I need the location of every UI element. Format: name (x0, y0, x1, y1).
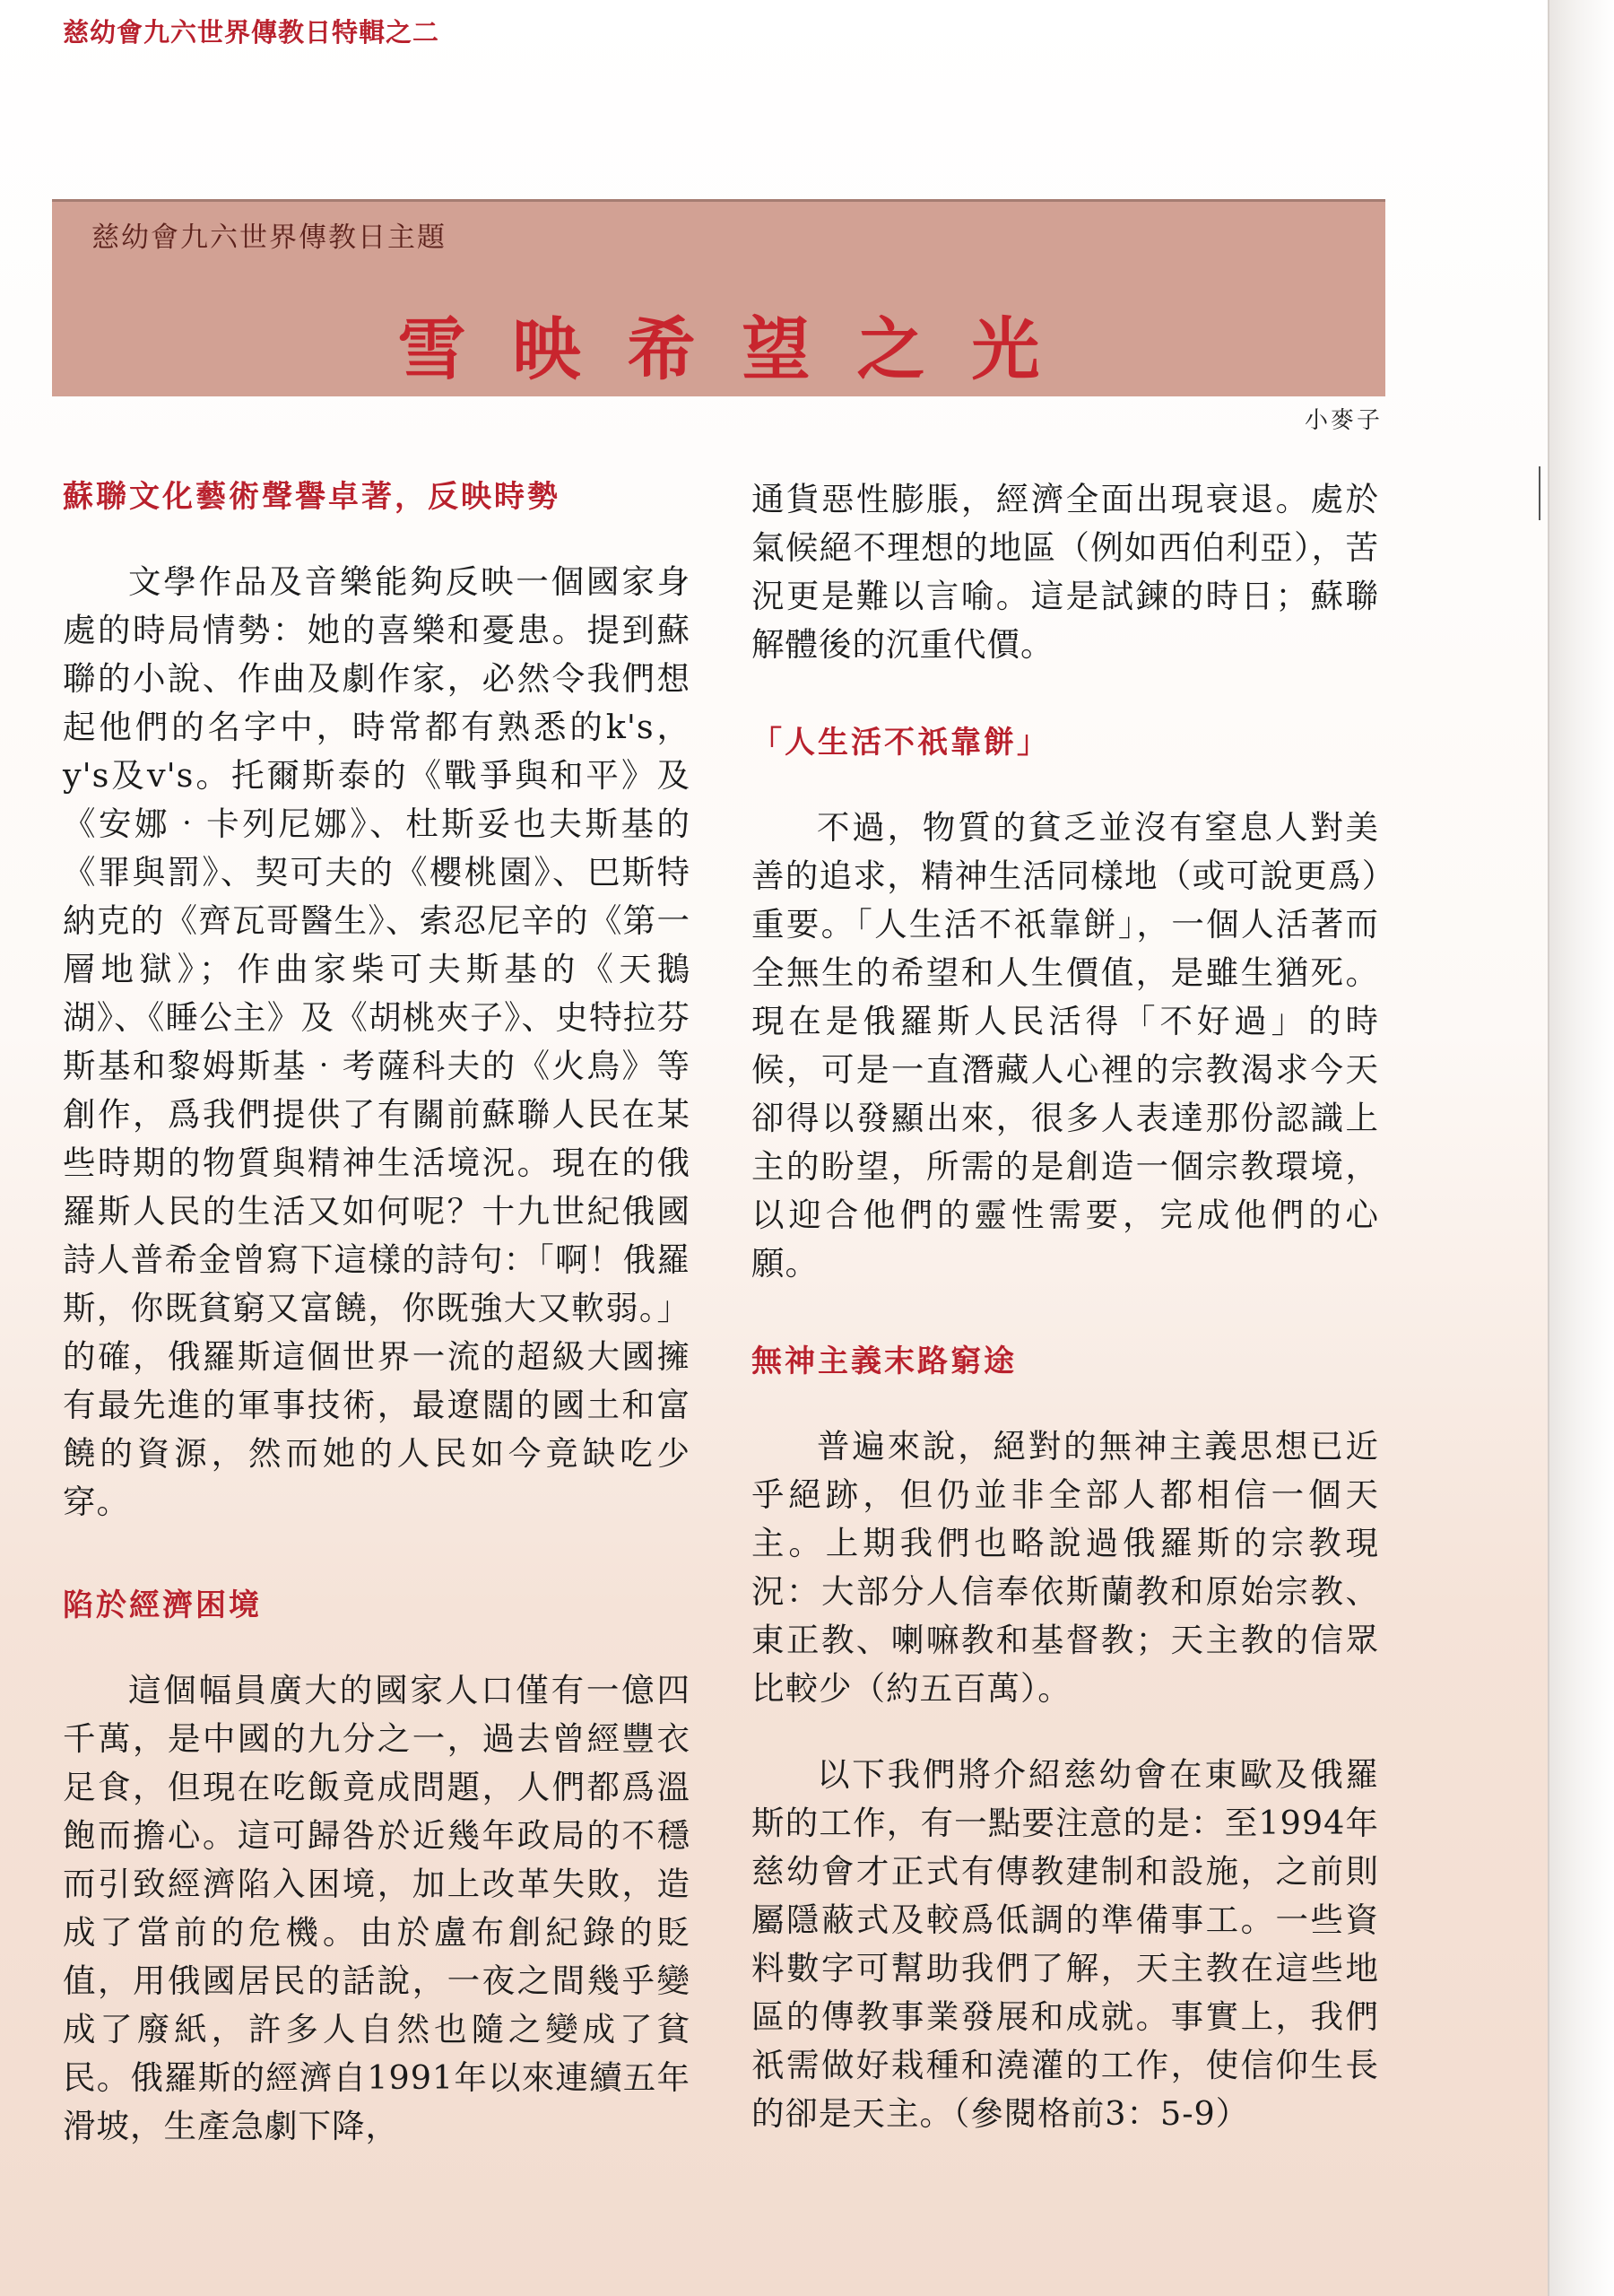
paragraph-not-bread-alone: 不過，物質的貧乏並沒有窒息人對美善的追求，精神生活同樣地（或可說更爲）重要。「人生活不祇靠餅」，一個人活著而全無生的希望和人生價值，是雖生猶死。現在是俄羅斯人民活得「不好過」的時候，可是一直潛藏人心裡的宗教渴求今天卻得以發顯出來，很多人表達那份認識上主的盼望，所需的是創造一個宗教環境，以迎合他們的靈性需要，完成他們的心願。 (751, 808, 1379, 1283)
paragraph-salesian-work: 以下我們將介紹慈幼會在東歐及俄羅斯的工作，有一點要注意的是：至1994年慈幼會才正式有傳教建制和設施，之前則屬隱蔽式及較爲低調的準備事工。一些資料數字可幫助我們了解，天主教在這些地區的傳教事業發展和成就。事實上，我們祇需做好栽種和澆灌的工作，使信仰生長的卻是天主。（參閱格前3：5-9） (751, 1755, 1379, 2133)
paragraph-continuation: 通貨惡性膨脹，經濟全面出現衰退。處於氣候絕不理想的地區（例如西伯利亞），苦況更是難以言喻。這是試鍊的時日；蘇聯解體後的沉重代價。 (751, 480, 1379, 664)
section-heading-soviet-culture: 蘇聯文化藝術聲譽卓著，反映時勢 (63, 479, 560, 515)
left-column (63, 475, 690, 2188)
section-heading-atheism-decline: 無神主義末路窮途 (751, 1344, 1017, 1379)
running-head: 慈幼會九六世界傳教日特輯之二 (63, 17, 440, 48)
section-heading-not-bread-alone: 「人生活不祇靠餅」 (751, 725, 1050, 761)
paragraph-soviet-culture: 文學作品及音樂能夠反映一個國家身處的時局情勢：她的喜樂和憂患。提到蘇聯的小說、作曲及劇作家，必然令我們想起他們的名字中，時常都有熟悉的k's，y's及v's。托爾斯泰的《戰爭與和平》及《安娜‧卡列尼娜》、杜斯妥也夫斯基的《罪與罰》、契可夫的《櫻桃園》、巴斯特納克的《齊瓦哥醫生》、索忍尼辛的《第一層地獄》；作曲家柴可夫斯基的《天鵝湖》、《睡公主》及《胡桃夾子》、史特拉芬斯基和黎姆斯基‧考薩科夫的《火鳥》等創作，爲我們提供了有關前蘇聯人民在某些時期的物質與精神生活境況。現在的俄羅斯人民的生活又如何呢？十九世紀俄國詩人普希金曾寫下這樣的詩句：「啊！俄羅斯，你既貧窮又富饒，你既強大又軟弱。」的確，俄羅斯這個世界一流的超級大國擁有最先進的軍事技術，最遼闊的國土和富饒的資源，然而她的人民如今竟缺吃少穿。 (63, 562, 690, 1521)
section-heading-economic-hardship: 陷於經濟困境 (63, 1587, 262, 1623)
title-banner (52, 199, 1385, 396)
paragraph-economic-hardship: 這個幅員廣大的國家人口僅有一億四千萬，是中國的九分之一，過去曾經豐衣足食，但現在吃飯竟成問題，人們都爲溫飽而擔心。這可歸咎於近幾年政局的不穩而引致經濟陷入困境，加上改革失敗，造成了當前的危機。由於盧布創紀錄的貶值，用俄國居民的話說，一夜之間幾乎變成了廢紙，許多人自然也隨之變成了貧民。俄羅斯的經濟自1991年以來連續五年滑坡，生產急劇下降， (63, 1671, 690, 2145)
banner-kicker: 慈幼會九六世界傳教日主題 (91, 222, 447, 254)
article-title: 雪映希望之光 (397, 309, 1087, 389)
margin-rule (1539, 466, 1540, 520)
paragraph-religion-status: 普遍來說，絕對的無神主義思想已近乎絕跡，但仍並非全部人都相信一個天主。上期我們也略說過俄羅斯的宗教現況：大部分人信奉依斯蘭教和原始宗教、東正教、喇嘛教和基督教；天主教的信眾比較少（約五百萬）。 (751, 1427, 1379, 1708)
page-edge (1548, 0, 1614, 2296)
right-column (751, 475, 1379, 2176)
author-byline: 小麥子 (1304, 407, 1383, 434)
